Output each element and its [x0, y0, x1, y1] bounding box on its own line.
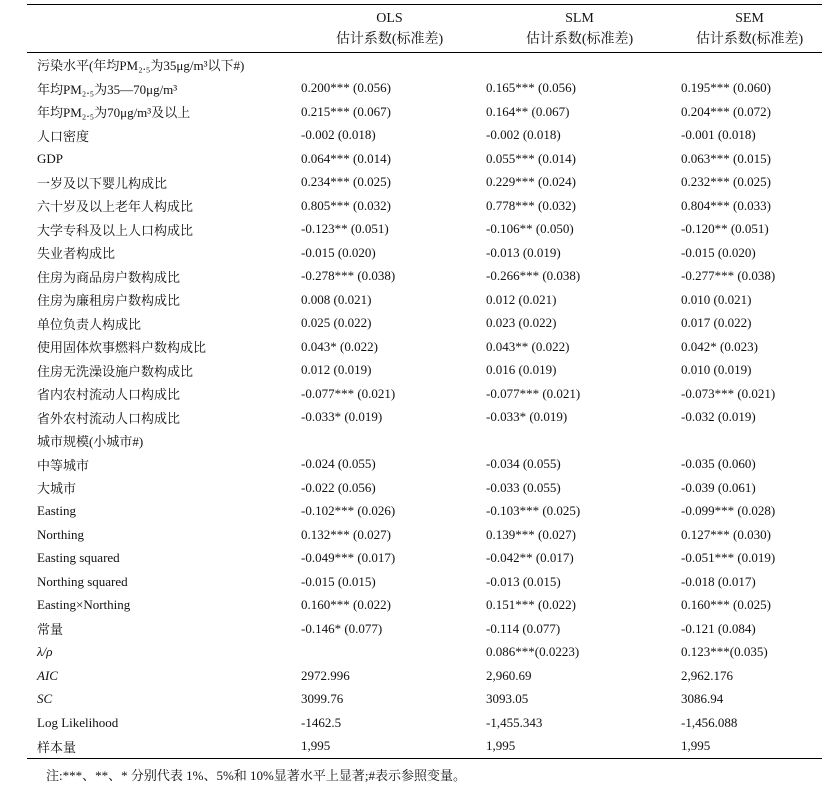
cell-sem: [677, 429, 822, 453]
cell-slm: -0.033 (0.055): [486, 479, 561, 495]
cell-ols: -0.002 (0.018): [301, 127, 376, 143]
cell-slm: 0.151*** (0.022): [486, 597, 576, 613]
cell-sem: -0.120** (0.051): [681, 221, 769, 237]
table-row: [27, 664, 822, 688]
table-row: [27, 617, 822, 641]
cell-ols: -0.015 (0.020): [301, 244, 376, 260]
row-label: Easting×Northing: [37, 597, 131, 613]
table-row: [27, 711, 822, 735]
cell-ols: 2972.996: [301, 667, 350, 683]
cell-sem: 0.160*** (0.025): [681, 597, 771, 613]
row-label: 大学专科及以上人口构成比: [37, 222, 194, 238]
cell-ols: 0.064*** (0.014): [301, 150, 391, 166]
cell-sem: -0.035 (0.060): [681, 456, 756, 472]
cell-ols: -0.102*** (0.026): [301, 503, 396, 519]
cell-ols: -0.049*** (0.017): [301, 550, 396, 566]
row-label: GDP: [37, 150, 64, 166]
cell-slm: 2,960.69: [486, 667, 532, 683]
cell-ols: [297, 53, 482, 77]
table-row: [27, 594, 822, 618]
cell-sem: 0.232*** (0.025): [681, 174, 771, 190]
cell-slm: 0.055*** (0.014): [486, 150, 576, 166]
cell-slm: -0.002 (0.018): [486, 127, 561, 143]
cell-sem: 0.010 (0.021): [681, 291, 752, 307]
table-row: [27, 241, 822, 265]
cell-ols: 0.012 (0.019): [301, 362, 372, 378]
row-label: AIC: [37, 667, 58, 683]
cell-sem: 0.204*** (0.072): [681, 103, 771, 119]
table-row: [27, 453, 822, 477]
header-blank: [27, 5, 297, 28]
cell-ols: [297, 429, 482, 453]
row-label: 住房为商品房户数构成比: [37, 269, 181, 285]
row-label: 污染水平(年均PM₂.₅为35μg/m³以下#): [37, 58, 245, 74]
row-label: 年均PM₂.₅为35—70μg/m³: [37, 81, 178, 97]
row-label: 使用固体炊事燃料户数构成比: [37, 340, 207, 356]
cell-sem: -1,456.088: [681, 714, 738, 730]
table-row: [27, 406, 822, 430]
row-label: 省外农村流动人口构成比: [37, 410, 181, 426]
cell-ols: 3099.76: [301, 691, 344, 707]
cell-ols: -0.123** (0.051): [301, 221, 389, 237]
cell-slm: 0.043** (0.022): [486, 338, 570, 354]
cell-sem: -0.277*** (0.038): [681, 268, 776, 284]
cell-slm: -0.266*** (0.038): [486, 268, 581, 284]
cell-slm: 0.139*** (0.027): [486, 526, 576, 542]
row-label: Northing squared: [37, 573, 128, 589]
cell-sem: 2,962.176: [681, 667, 733, 683]
table-note: 注:***、**、* 分别代表 1%、5%和 10%显著水平上显著;#表示参照变量。: [46, 768, 466, 783]
row-label: λ/ρ: [37, 644, 53, 660]
row-label: 单位负责人构成比: [37, 316, 142, 332]
header-sub-sem: 估计系数(标准差): [677, 27, 822, 53]
cell-slm: -0.033* (0.019): [486, 409, 568, 425]
cell-ols: 0.008 (0.021): [301, 291, 372, 307]
cell-slm: -0.013 (0.015): [486, 573, 561, 589]
row-label: 城市规模(小城市#): [37, 434, 144, 450]
row-label: 常量: [37, 622, 64, 638]
cell-ols: 0.132*** (0.027): [301, 526, 391, 542]
regression-table: [27, 4, 822, 759]
row-label: Northing: [37, 526, 84, 542]
table-row: [27, 194, 822, 218]
row-label: 年均PM₂.₅为70μg/m³及以上: [37, 105, 191, 121]
table-row: [27, 359, 822, 383]
row-label: 中等城市: [37, 457, 90, 473]
cell-ols: 0.025 (0.022): [301, 315, 372, 331]
cell-sem: -0.039 (0.061): [681, 479, 756, 495]
cell-ols: 0.043* (0.022): [301, 338, 378, 354]
table-row: [27, 500, 822, 524]
row-label: 大城市: [37, 481, 77, 497]
table-row: [27, 218, 822, 242]
cell-ols: -0.015 (0.015): [301, 573, 376, 589]
header-model-slm: SLM: [565, 11, 594, 26]
table-row: [27, 476, 822, 500]
table-row: [27, 100, 822, 124]
cell-ols: [297, 641, 482, 665]
cell-slm: 0.016 (0.019): [486, 362, 557, 378]
cell-ols: 0.234*** (0.025): [301, 174, 391, 190]
cell-slm: 3093.05: [486, 691, 529, 707]
cell-sem: -0.015 (0.020): [681, 244, 756, 260]
cell-sem: 0.063*** (0.015): [681, 150, 771, 166]
row-label: 样本量: [27, 735, 297, 759]
table-row: [27, 429, 822, 453]
cell-sem: 0.017 (0.022): [681, 315, 752, 331]
cell-sem: 0.123***(0.035): [681, 644, 768, 660]
row-label: 住房无洗澡设施户数构成比: [37, 363, 194, 379]
cell-ols: -0.033* (0.019): [301, 409, 383, 425]
row-label: SC: [37, 691, 53, 707]
table-row: [27, 688, 822, 712]
table-row: [27, 523, 822, 547]
cell-slm: 0.164** (0.067): [486, 103, 570, 119]
row-label: Easting squared: [37, 550, 120, 566]
cell-slm: -0.103*** (0.025): [486, 503, 581, 519]
cell-slm: -0.042** (0.017): [486, 550, 574, 566]
cell-ols: -0.278*** (0.038): [301, 268, 396, 284]
cell-slm: 1,995: [482, 735, 677, 759]
table-row: [27, 641, 822, 665]
cell-sem: -0.073*** (0.021): [681, 385, 776, 401]
table-row: [27, 570, 822, 594]
cell-sem: 3086.94: [681, 691, 724, 707]
cell-ols: -0.146* (0.077): [301, 620, 383, 636]
cell-slm: [482, 53, 677, 77]
cell-ols: 1,995: [297, 735, 482, 759]
cell-sem: 0.804*** (0.033): [681, 197, 771, 213]
row-label: 住房为廉租房户数构成比: [37, 293, 181, 309]
header-model-ols: OLS: [376, 11, 403, 26]
row-label: 省内农村流动人口构成比: [37, 387, 181, 403]
cell-sem: 1,995: [677, 735, 822, 759]
cell-sem: 0.042* (0.023): [681, 338, 758, 354]
table-row: [27, 53, 822, 77]
cell-sem: -0.032 (0.019): [681, 409, 756, 425]
cell-ols: 0.805*** (0.032): [301, 197, 391, 213]
cell-sem: -0.121 (0.084): [681, 620, 756, 636]
table-row: [27, 335, 822, 359]
row-label: Log Likelihood: [37, 714, 119, 730]
cell-ols: -0.024 (0.055): [301, 456, 376, 472]
cell-slm: -1,455.343: [486, 714, 543, 730]
table-row: [27, 735, 822, 759]
cell-sem: -0.018 (0.017): [681, 573, 756, 589]
row-label: Easting: [37, 503, 76, 519]
cell-sem: 0.127*** (0.030): [681, 526, 771, 542]
cell-ols: -0.022 (0.056): [301, 479, 376, 495]
cell-ols: -0.077*** (0.021): [301, 385, 396, 401]
row-label: 六十岁及以上老年人构成比: [37, 199, 194, 215]
cell-ols: 0.160*** (0.022): [301, 597, 391, 613]
cell-sem: 0.195*** (0.060): [681, 80, 771, 96]
row-label: 失业者构成比: [37, 246, 116, 262]
table-row: [27, 147, 822, 171]
cell-slm: -0.106** (0.050): [486, 221, 574, 237]
cell-slm: [482, 429, 677, 453]
row-label: 人口密度: [37, 128, 90, 144]
cell-slm: 0.023 (0.022): [486, 315, 557, 331]
cell-sem: -0.001 (0.018): [681, 127, 756, 143]
cell-slm: -0.077*** (0.021): [486, 385, 581, 401]
cell-sem: [677, 53, 822, 77]
table-body: [27, 53, 822, 759]
cell-ols: -1462.5: [301, 714, 342, 730]
table-row: [27, 288, 822, 312]
table-row: [27, 382, 822, 406]
header-blank-sub: [27, 27, 297, 53]
table-row: [27, 171, 822, 195]
header-model-sem: SEM: [735, 11, 764, 26]
cell-slm: 0.229*** (0.024): [486, 174, 576, 190]
table-row: [27, 124, 822, 148]
cell-slm: -0.034 (0.055): [486, 456, 561, 472]
cell-sem: 0.010 (0.019): [681, 362, 752, 378]
header-sub-ols: 估计系数(标准差): [297, 27, 482, 53]
cell-ols: 0.200*** (0.056): [301, 80, 391, 96]
cell-slm: 0.778*** (0.032): [486, 197, 576, 213]
cell-slm: -0.114 (0.077): [486, 620, 561, 636]
row-label: 一岁及以下婴儿构成比: [37, 175, 168, 191]
table-row: [27, 265, 822, 289]
cell-slm: 0.012 (0.021): [486, 291, 557, 307]
cell-ols: 0.215*** (0.067): [301, 103, 391, 119]
table-row: [27, 77, 822, 101]
cell-slm: -0.013 (0.019): [486, 244, 561, 260]
cell-sem: -0.051*** (0.019): [681, 550, 776, 566]
cell-slm: 0.086***(0.0223): [486, 644, 580, 660]
cell-slm: 0.165*** (0.056): [486, 80, 576, 96]
cell-sem: -0.099*** (0.028): [681, 503, 776, 519]
header-sub-slm: 估计系数(标准差): [482, 27, 677, 53]
table-row: [27, 312, 822, 336]
table-row: [27, 547, 822, 571]
